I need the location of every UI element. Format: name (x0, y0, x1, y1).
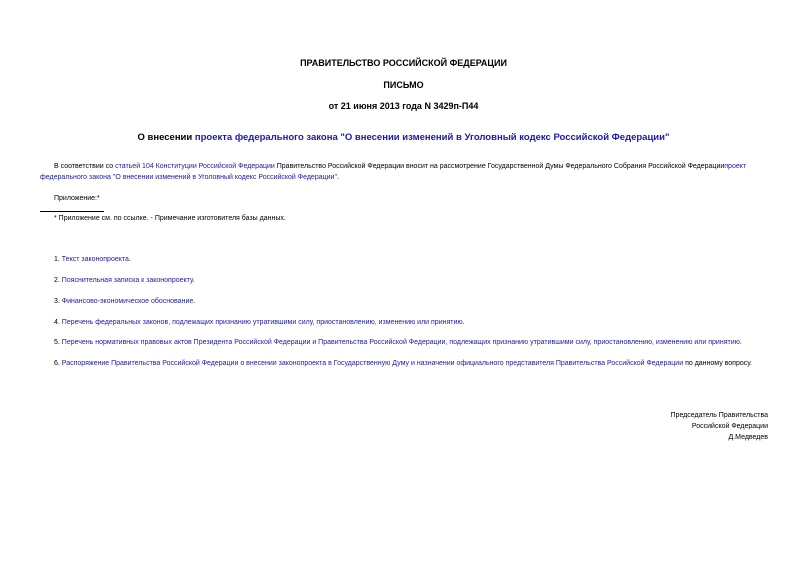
item-number: 2. (54, 277, 62, 284)
intro-text-2: Правительство Российской Федерации вносит на рассмотрение Государственной Думы Федерального Собрания Российской Федерации (274, 163, 725, 170)
document-date: от 21 июня 2013 года N 3429п-П44 (328, 101, 479, 111)
item-link[interactable]: Текст законопроекта (61, 256, 129, 263)
intro-text-1: В соответствии со (54, 163, 116, 170)
item-link[interactable]: Пояснительная записка к законопроекту (61, 277, 193, 284)
attachment-item (54, 296, 195, 307)
item-suffix: . (462, 319, 465, 326)
attachment-item (54, 275, 195, 286)
signature-organization: Российской Федерации (691, 423, 768, 430)
item-link[interactable]: Финансово-экономическое обоснование (61, 298, 194, 305)
item-suffix: . (128, 256, 131, 263)
item-link[interactable]: Перечень федеральных законов, подлежащих признанию утратившими силу, приостановлению, изменению или принятию (61, 319, 463, 326)
document-type: ПИСЬМО (383, 80, 424, 90)
attachment-item (54, 254, 131, 265)
item-suffix: по данному вопросу. (683, 360, 752, 367)
footnote-divider (40, 211, 104, 212)
subject-prefix: О внесении (137, 132, 195, 143)
attachment-item (40, 358, 768, 369)
item-number: 1. (54, 256, 62, 263)
intro-text-3: . (336, 174, 339, 181)
signature-name: Д.Медведев (728, 434, 768, 441)
signature-position: Председатель Правительства (670, 412, 768, 419)
item-number: 5. (54, 339, 62, 346)
attachment-label: Приложение:* (54, 195, 100, 202)
item-number: 4. (54, 319, 62, 326)
item-number: 6. (54, 360, 62, 367)
footnote-text: * Приложение см. по ссылке. - Примечание изготовителя базы данных. (54, 215, 286, 222)
intro-paragraph (40, 161, 768, 183)
item-link[interactable]: Распоряжение Правительства Российской Федерации о внесении законопроекта в Государственную Думу и назначении официального представителя Правительства Российской Федерации (61, 360, 684, 367)
organization-title: ПРАВИТЕЛЬСТВО РОССИЙСКОЙ ФЕДЕРАЦИИ (300, 58, 507, 68)
item-number: 3. (54, 298, 62, 305)
item-suffix: . (739, 339, 742, 346)
subject-link[interactable]: проекта федерального закона "О внесении изменений в Уголовный кодекс Российской Федерации" (194, 132, 670, 143)
item-suffix: . (193, 298, 196, 305)
item-link[interactable]: Перечень нормативных правовых актов Президента Российской Федерации и Правительства Российской Федерации, подлежащих признанию утратившими силу, приостановлению, изменению или принятию (61, 339, 740, 346)
document-subject (0, 132, 807, 143)
attachment-item (54, 337, 742, 348)
signature-block (560, 410, 768, 443)
constitution-article-link[interactable]: статьей 104 Конституции Российской Федерации (115, 163, 275, 170)
draft-law-link[interactable]: проект федерального закона "О внесении изменений в Уголовный кодекс Российской Федерации" (40, 163, 747, 181)
attachment-item (54, 317, 465, 328)
item-suffix: . (192, 277, 195, 284)
